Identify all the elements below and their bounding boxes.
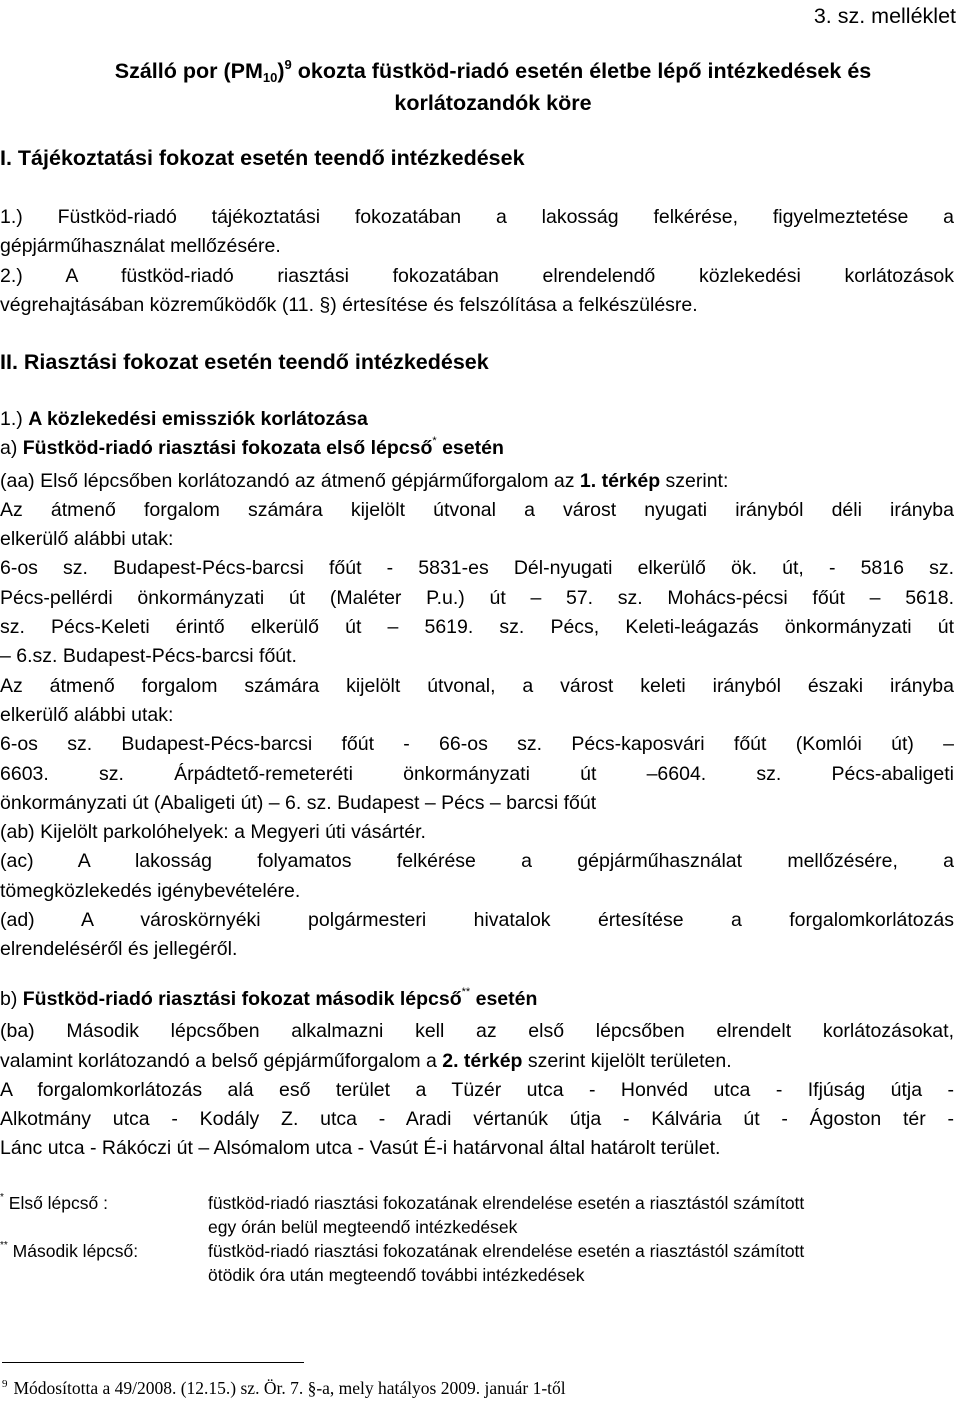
s2-east-r3: önkormányzati út (Abaligeti út) – 6. sz. Budapest – Pécs – barcsi főút (0, 791, 597, 814)
s2-ac-l2: tömegközlekedés igénybevételére. (0, 879, 301, 902)
endnote (2, 1377, 566, 1402)
title-part2: ) (277, 59, 285, 83)
s2-west-l2: elkerülő alábbi utak: (0, 528, 174, 551)
footnote-text-line2: ötödik óra után megteendő további intézkedések (208, 1265, 585, 1285)
section1-body (0, 203, 954, 320)
footnote-text-line1: füstköd-riadó riasztási fokozatának elrendelése esetén a riasztástól számított (208, 1241, 805, 1261)
footnote-label: Második lépcső: (7, 1241, 139, 1261)
section1-heading: I. Tájékoztatási fokozat esetén teendő intézkedések (0, 146, 525, 170)
s2-west-r4: – 6.sz. Budapest-Pécs-barcsi főút. (0, 645, 297, 668)
s2-ba-l2: valamint korlátozandó a belső gépjárműforgalom a 2. térkép szerint kijelölt területen. (0, 1049, 732, 1072)
s2-west-r3: sz. Pécs-Keleti érintő elkerülő út – 5619. sz. Pécs, Keleti-leágazás önkormányzati út (0, 616, 954, 639)
title-subscript: 10 (262, 70, 278, 85)
s2-east-l2: elkerülő alábbi utak: (0, 703, 174, 726)
s2-west-l1: Az átmenő forgalom számára kijelölt útvonal a várost nyugati irányból déli irányba (0, 498, 954, 521)
s2-area-l2: Alkotmány utca - Kodály Z. utca - Aradi vértanúk útja - Kálvária út - Ágoston tér - (0, 1108, 954, 1131)
s2-ad-l2: elrendeléséről és jellegéről. (0, 938, 238, 961)
footnote-mark: * (0, 1192, 4, 1203)
s2-ad-l1: (ad) A városkörnyéki polgármesteri hivatalok értesítése a forgalomkorlátozás (0, 909, 954, 932)
s2-b-heading: b) Füstköd-riadó riasztási fokozat második lépcső** esetén (0, 986, 538, 1010)
document-title (30, 57, 956, 118)
footnote-divider (2, 1362, 304, 1363)
endnote-text: Módosította a 49/2008. (12.15.) sz. Ör. 7. §-a, mely hatályos 2009. január 1-től (13, 1378, 566, 1398)
s2-west-r1: 6-os sz. Budapest-Pécs-barcsi főút - 5831-es Dél-nyugati elkerülő ök. út, - 5816 sz. (0, 557, 954, 580)
s2-west-r2: Pécs-pellérdi önkormányzati út (Maléter P.u.) út – 57. sz. Mohács-pécsi főút – 5618. (0, 586, 954, 609)
s2-sub1: 1.) A közlekedési emissziók korlátozása (0, 408, 368, 430)
section2-b-body (0, 985, 954, 1164)
s1-p2-line1: 2.) A füstköd-riadó riasztási fokozatában elrendelendő közlekedési korlátozások (0, 264, 954, 287)
footnote-text-line2: egy órán belül megteendő intézkedések (208, 1217, 518, 1237)
title-part1: Szálló por (PM (114, 59, 263, 83)
s2-area-l3: Lánc utca - Rákóczi út – Alsómalom utca - Vasút É-i határvonal által határolt terület. (0, 1137, 721, 1160)
footnote-second-step (0, 1239, 954, 1287)
s2-east-l1: Az átmenő forgalom számára kijelölt útvonal, a várost keleti irányból északi irányba (0, 674, 954, 697)
section2-body (0, 405, 954, 965)
s2-east-r2: 6603. sz. Árpádtető-remeteréti önkormányzati út –6604. sz. Pécs-abaligeti (0, 762, 954, 785)
annex-label: 3. sz. melléklet (813, 4, 956, 28)
s1-p1-line1: 1.) Füstköd-riadó tájékoztatási fokozatában a lakosság felkérése, figyelmeztetése a (0, 206, 954, 228)
s1-p1-line2: gépjárműhasználat mellőzésére. (0, 235, 281, 258)
footnote-ref-first[interactable]: * (432, 435, 437, 448)
title-footnote-ref[interactable]: 9 (284, 57, 292, 72)
s2-ab: (ab) Kijelölt parkolóhelyek: a Megyeri úti vásártér. (0, 821, 426, 844)
footnote-label: Első lépcső : (3, 1193, 108, 1213)
s2-aa: (aa) Első lépcsőben korlátozandó az átmenő gépjárműforgalom az 1. térkép szerint: (0, 469, 729, 492)
s2-area-l1: A forgalomkorlátozás alá eső terület a Tüzér utca - Honvéd utca - Ifjúság útja - (0, 1078, 954, 1101)
footnote-text-line1: füstköd-riadó riasztási fokozatának elrendelése esetén a riasztástól számított (208, 1193, 805, 1213)
endnote-number: 9 (2, 1378, 8, 1390)
title-part3: okozta füstköd-riadó esetén életbe lépő intézkedések és (291, 59, 872, 83)
step-footnotes (0, 1191, 954, 1287)
footnote-mark: ** (0, 1240, 8, 1251)
title-line2: korlátozandók köre (394, 90, 592, 115)
s2-ac-l1: (ac) A lakosság folyamatos felkérése a gépjárműhasználat mellőzésére, a (0, 850, 954, 873)
s2-ba-l1: (ba) Második lépcsőben alkalmazni kell az első lépcsőben elrendelt korlátozásokat, (0, 1020, 954, 1043)
footnote-ref-second[interactable]: ** (461, 986, 471, 998)
s1-p2-line2: végrehajtásában közreműködők (11. §) értesítése és felszólítása a felkészülésre. (0, 293, 698, 316)
s2-east-r1: 6-os sz. Budapest-Pécs-barcsi főút - 66-os sz. Pécs-kaposvári főút (Komlói út) – (0, 733, 954, 756)
s2-a-heading: a) Füstköd-riadó riasztási fokozata első lépcső* esetén (0, 435, 504, 460)
section2-heading: II. Riasztási fokozat esetén teendő intézkedések (0, 350, 489, 374)
footnote-first-step (0, 1191, 954, 1239)
